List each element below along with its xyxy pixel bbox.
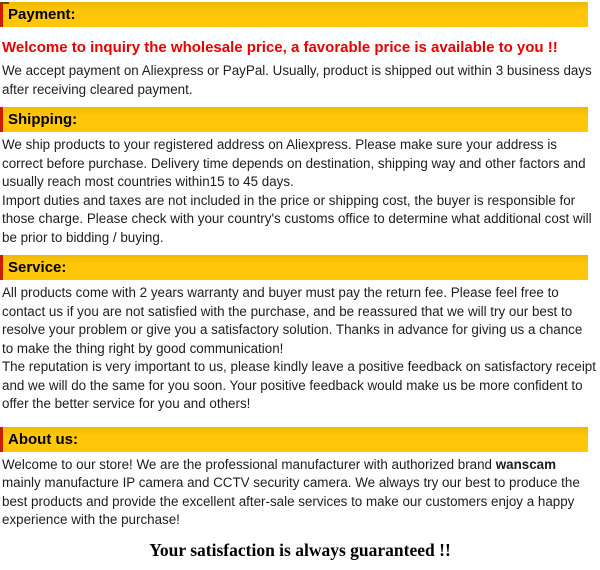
service-body-paragraph-1: All products come with 2 years warranty and buyer must pay the return fee. Please feel free to contact us if you are not satisfied with the purchase, and be reassured that we will try our best to resolve your problem or give you a satisfactory solution. Thanks in advance for giving us a chance to make the thing right by good communication! [2,285,583,356]
shipping-body [2,136,596,247]
shipping-body-paragraph-2: Import duties and taxes are not included in the price or shipping cost, the buyer is responsible for those charge. Please check with your country's customs office to determine what additional cost will be prior to bidding / buying. [2,192,592,245]
satisfaction-guarantee-line: Your satisfaction is always guaranteed !! [149,539,451,560]
service-section-header: Service: [0,255,588,280]
payment-body [2,62,596,99]
about-us-text-after-brand: mainly manufacture IP camera and CCTV security camera. We always try our best to produce the best products and provide the excellent after-sale services to make our customers enjoy a happy experience with the purchase! [2,475,580,527]
brand-name: wanscam [495,456,557,472]
top-left-crop-artifact [0,2,9,4]
about-us-text-before-brand: Welcome to our store! We are the professional manufacturer with authorized brand [2,456,496,472]
about-us-body [2,456,596,530]
service-body-paragraph-2: The reputation is very important to us, please kindly leave a positive feedback on satisfactory receipt and we will do the same for you soon. Your positive feedback would make us be more confident to offer the better service for you and others! [2,359,596,411]
about-us-section-header: About us: [0,427,588,452]
payment-body-text: We accept payment on Aliexpress or PayPal. Usually, product is shipped out within 3 business days after receiving cleared payment. [2,63,592,97]
payment-section-header: Payment: [0,2,588,27]
shipping-body-paragraph-1: We ship products to your registered address on Aliexpress. Please make sure your address is correct before purchase. Delivery time depends on destination, shipping way and other factors and usually reach most countries within15 to 45 days. [2,137,586,189]
store-policy-page [0,2,600,570]
service-body [2,284,596,414]
shipping-section-header: Shipping: [0,107,588,132]
wholesale-price-highlight: Welcome to inquiry the wholesale price, a favorable price is available to you !! [2,39,558,56]
